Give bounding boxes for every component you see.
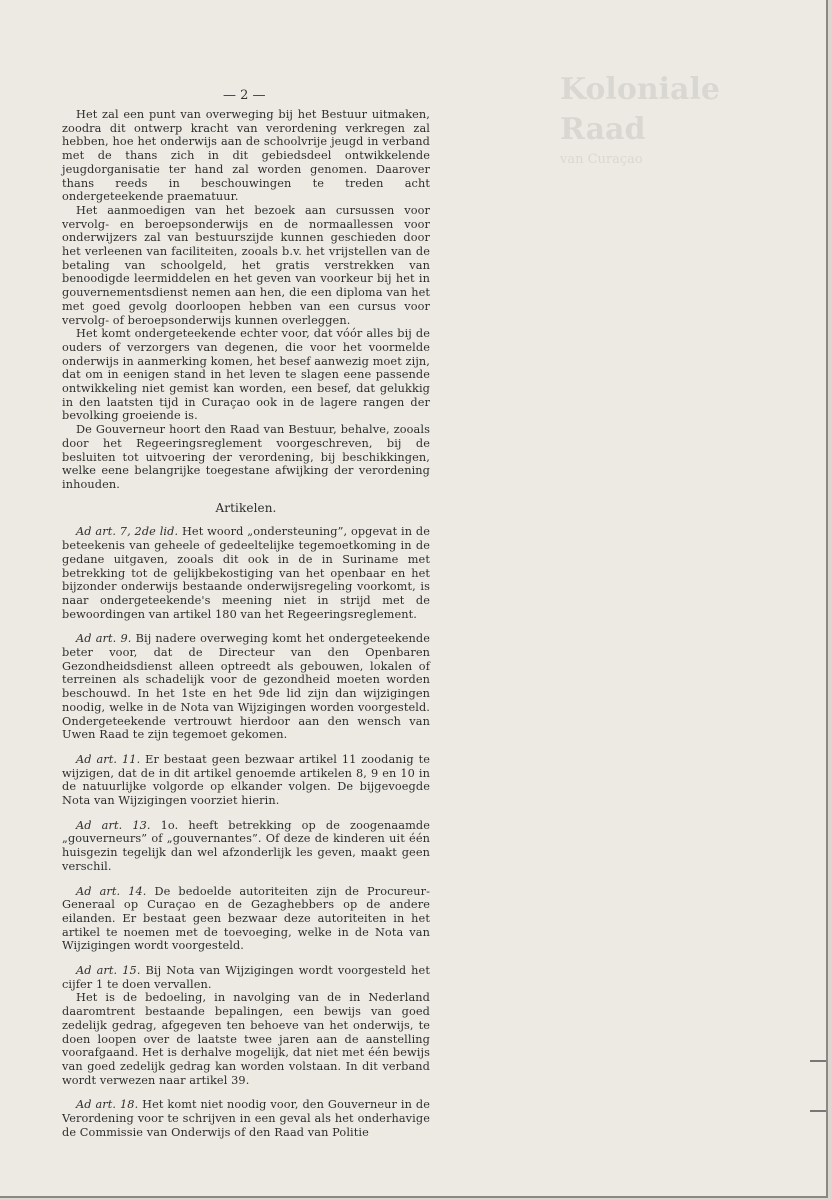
paragraph: De Gouverneur hoort den Raad van Bestuur, behalve, zooals door het Regeeringsreglement voorgeschreven, bij de besluiten tot uitvoering der verordening, bij beschikkingen, welke eene belangrijke toegestane afwijking der verordening inhouden. bbox=[62, 423, 430, 491]
paragraph: Het is de bedoeling, in navolging van de in Nederland daaromtrent bestaande bepalingen, een bewijs van goed zedelijk gedrag, afgegeven ten behoeve van het onderwijs, te doen loopen over de laatste twee jaren aan de aanstelling voorafgaand. Het is derhalve mogelijk, dat niet met één bewijs van goed zedelijk gedrag kan worden volstaan. In dit verband wordt verwezen naar artikel 39. bbox=[62, 991, 430, 1087]
article-paragraph: Ad art. 11. Er bestaat geen bezwaar artikel 11 zoodanig te wijzigen, dat de in dit artikel genoemde artikelen 8, 9 en 10 in de natuurlijke volgorde op elkander volgen. De bijgevoegde Nota van Wijzigingen voorziet hierin. bbox=[62, 752, 430, 808]
margin-mark bbox=[810, 1060, 826, 1062]
article-label: Ad art. 7, 2de lid. bbox=[76, 525, 179, 539]
article-paragraph: Ad art. 7, 2de lid. Het woord „ondersteuning”, opgevat in de beteekenis van geheele of gedeeltelijke tegemoetkoming in de gedane uitgaven, zooals dit ook in de in Suriname met betrekking tot de gelijkbekostiging van het openbaar en het bijzonder onderwijs bestaande onderwijsregeling voorkomt, is naar ondergeteekende's meening niet in strijd met de bewoordingen van artikel 180 van het Regeeringsreglement. bbox=[62, 525, 430, 621]
article-paragraph: Ad art. 14. De bedoelde autoriteiten zijn de Procureur-Generaal op Curaçao en de Gezaghebbers op de andere eilanden. Er bestaat geen bezwaar deze autoriteiten in het artikel te noemen met de toevoeging, welke in de Nota van Wijzigingen wordt voorgesteld. bbox=[62, 884, 430, 953]
article-label: Ad art. 18. bbox=[76, 1098, 139, 1112]
text-column bbox=[62, 108, 430, 1140]
paragraph: Het zal een punt van overweging bij het Bestuur uitmaken, zoodra dit ontwerp kracht van verordening verkregen zal hebben, hoe het onderwijs aan de schoolvrije jeugd in verband met de thans zich in dit gebiedsdeel ontwikkelende jeugdorganisatie ter hand zal worden genomen. Daarover thans reeds in beschouwingen te treden acht ondergeteekende praematuur. bbox=[62, 108, 430, 204]
bleed-through-text: Koloniale Raad van Curaçao bbox=[560, 72, 720, 167]
article-label: Ad art. 11. bbox=[76, 752, 141, 766]
article-label: Ad art. 9. bbox=[76, 632, 132, 646]
margin-mark bbox=[810, 1110, 826, 1112]
paragraph: Het aanmoedigen van het bezoek aan cursussen voor vervolg- en beroepsonderwijs en de normaallessen voor onderwijzers zal van bestuurszijde kunnen geschieden door het verleenen van faciliteiten, zooals b.v. het vrijstellen van de betaling van schoolgeld, het gratis verstrekken van benoodigde leermiddelen en het geven van voorkeur bij het in gouvernementsdienst nemen aan hen, die een diploma van het met goed gevolg doorloopen hebben van een cursus voor vervolg- of beroepsonderwijs kunnen overleggen. bbox=[62, 203, 430, 327]
article-label: Ad art. 15. bbox=[76, 964, 141, 978]
article-paragraph: Ad art. 13. 1o. heeft betrekking op de zoogenaamde „gouverneurs” of „gouvernantes”. Of deze de kinderen uit één huisgezin tegelijk dan wel afzonderlijk les geven, maakt geen verschil. bbox=[62, 818, 431, 873]
article-paragraph: Ad art. 15. Bij Nota van Wijzigingen wordt voorgesteld het cijfer 1 te doen vervallen. bbox=[62, 964, 430, 991]
article-paragraph: Ad art. 9. Bij nadere overweging komt het ondergeteekende beter voor, dat de Directeur van den Openbaren Gezondheidsdienst alleen optreedt als gebouwen, lokalen of terreinen als schadelijk voor de gezondheid moeten worden beschouwd. In het 1ste en het 9de lid zijn dan wijzigingen noodig, welke in de Nota van Wijzigingen worden voorgesteld. Ondergeteekende vertrouwt hierdoor aan den wensch van Uwen Raad te zijn tegemoet gekomen. bbox=[62, 632, 430, 742]
article-paragraph: Ad art. 18. Het komt niet noodig voor, den Gouverneur in de Verordening voor te schrijven in een geval als het onderhavige de Commissie van Onderwijs of den Raad van Politie bbox=[62, 1098, 430, 1139]
page-number: — 2 — bbox=[223, 88, 266, 103]
article-label: Ad art. 13. bbox=[76, 818, 151, 832]
section-heading: Artikelen. bbox=[215, 500, 277, 515]
paragraph: Het komt ondergeteekende echter voor, dat vóór alles bij de ouders of verzorgers van degenen, die voor het voormelde onderwijs in aanmerking komen, het besef aanwezig moet zijn, dat om in eenigen stand in het leven te slagen eene passende ontwikkeling niet gemist kan worden, een besef, dat gelukkig in den laatsten tijd in Curaçao ook in de lagere rangen der bevolking groeiende is. bbox=[62, 327, 430, 423]
article-label: Ad art. 14. bbox=[76, 884, 147, 898]
